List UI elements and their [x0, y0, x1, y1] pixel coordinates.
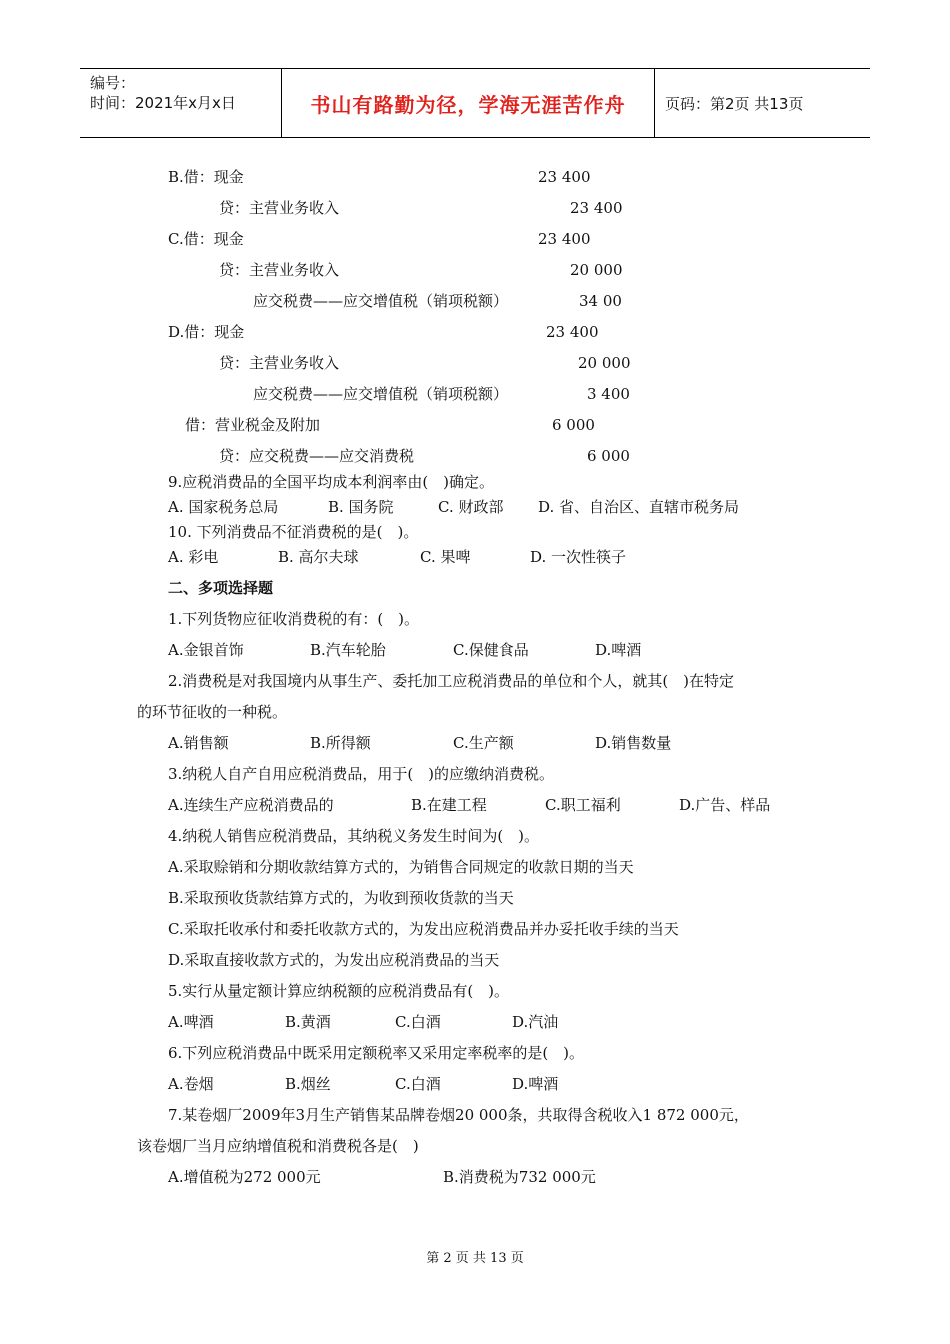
page-footer: 第 2 页 共 13 页 — [426, 1251, 524, 1266]
mq4-option-c: C.采取托收承付和委托收款方式的，为发出应税消费品并办妥托收手续的当天 — [168, 920, 679, 938]
entry-d-debit-amount: 23 400 — [546, 323, 599, 341]
entry-c-credit-revenue: 贷：主营业务收入 — [219, 261, 340, 279]
mq2-option-d: D.销售数量 — [595, 734, 672, 752]
mq2-option-b: B.所得额 — [310, 734, 371, 752]
q10-option-d: D. 一次性筷子 — [530, 548, 627, 566]
mq-6: 6.下列应税消费品中既采用定额税率又采用定率税率的是( )。 — [168, 1044, 585, 1062]
mq6-option-d: D.啤酒 — [512, 1075, 559, 1093]
q10-option-c: C. 果啤 — [420, 548, 471, 566]
mq2-option-c: C.生产额 — [453, 734, 514, 752]
mq5-option-c: C.白酒 — [395, 1013, 441, 1031]
mq1-option-a: A.金银首饰 — [168, 641, 244, 659]
q10-option-a: A. 彩电 — [168, 548, 219, 566]
entry-d-credit-vat-amount: 3 400 — [587, 385, 630, 403]
time-label: 时间：2021年x月x日 — [90, 94, 236, 112]
entry-b-debit: B.借：现金 — [168, 168, 244, 186]
mq-7-line1: 7.某卷烟厂2009年3月生产销售某品牌卷烟20 000条，共取得含税收入1 872 000元， — [168, 1106, 749, 1124]
question-9: 9.应税消费品的全国平均成本利润率由( )确定。 — [168, 473, 495, 491]
entry-c-credit-vat-amount: 34 00 — [579, 292, 622, 310]
mq6-option-b: B.烟丝 — [285, 1075, 331, 1093]
mq4-option-a: A.采取赊销和分期收款结算方式的，为销售合同规定的收款日期的当天 — [168, 858, 634, 876]
page-label: 页码：第2页 共13页 — [665, 94, 804, 113]
entry-d-credit-vat: 应交税费——应交增值税（销项税额） — [253, 385, 509, 403]
mq3-option-c: C.职工福利 — [545, 796, 621, 814]
mq4-option-b: B.采取预收货款结算方式的，为收到预收货款的当天 — [168, 889, 514, 907]
entry-b-credit: 贷：主营业务收入 — [219, 199, 340, 217]
mq5-option-a: A.啤酒 — [168, 1013, 214, 1031]
entry-d-credit-consumption: 贷：应交税费——应交消费税 — [219, 447, 415, 465]
entry-c-debit: C.借：现金 — [168, 230, 244, 248]
header-motto-cell — [282, 69, 655, 137]
mq-3: 3.纳税人自产自用应税消费品，用于( )的应缴纳消费税。 — [168, 765, 555, 783]
mq-4: 4.纳税人销售应税消费品，其纳税义务发生时间为( )。 — [168, 827, 540, 845]
entry-d-debit: D.借：现金 — [168, 323, 245, 341]
entry-b-debit-amount: 23 400 — [538, 168, 591, 186]
motto-text: 书山有路勤为径，学海无涯苦作舟 — [310, 92, 626, 117]
mq6-option-c: C.白酒 — [395, 1075, 441, 1093]
mq7-option-b: B.消费税为732 000元 — [443, 1168, 596, 1186]
entry-b-credit-amount: 23 400 — [570, 199, 623, 217]
page-header — [80, 68, 870, 138]
mq1-option-b: B.汽车轮胎 — [310, 641, 386, 659]
mq2-option-a: A.销售额 — [168, 734, 229, 752]
mq3-option-d: D.广告、样品 — [679, 796, 771, 814]
q9-option-a: A. 国家税务总局 — [168, 498, 279, 516]
mq-1: 1.下列货物应征收消费税的有：( )。 — [168, 610, 420, 628]
mq1-option-d: D.啤酒 — [595, 641, 642, 659]
q10-option-b: B. 高尔夫球 — [278, 548, 359, 566]
mq5-option-d: D.汽油 — [512, 1013, 559, 1031]
mq3-option-b: B.在建工程 — [411, 796, 487, 814]
mq6-option-a: A.卷烟 — [168, 1075, 214, 1093]
entry-c-credit-revenue-amount: 20 000 — [570, 261, 623, 279]
entry-d-debit-tax-amount: 6 000 — [552, 416, 595, 434]
mq3-option-a: A.连续生产应税消费品的 — [168, 796, 334, 814]
number-label: 编号： — [90, 74, 136, 92]
q9-option-c: C. 财政部 — [438, 498, 504, 516]
entry-d-credit-revenue-amount: 20 000 — [578, 354, 631, 372]
entry-d-credit-revenue: 贷：主营业务收入 — [219, 354, 340, 372]
mq-2-line1: 2.消费税是对我国境内从事生产、委托加工应税消费品的单位和个人，就其( )在特定 — [168, 672, 735, 690]
entry-c-credit-vat: 应交税费——应交增值税（销项税额） — [253, 292, 509, 310]
mq-5: 5.实行从量定额计算应纳税额的应税消费品有( )。 — [168, 982, 510, 1000]
section-title-multiple-choice: 二、多项选择题 — [168, 579, 274, 597]
q9-option-d: D. 省、自治区、直辖市税务局 — [538, 498, 740, 516]
mq1-option-c: C.保健食品 — [453, 641, 529, 659]
q9-option-b: B. 国务院 — [328, 498, 394, 516]
mq-7-line2: 该卷烟厂当月应纳增值税和消费税各是( ) — [137, 1137, 419, 1155]
mq-2-line2: 的环节征收的一种税。 — [137, 703, 288, 721]
mq4-option-d: D.采取直接收款方式的，为发出应税消费品的当天 — [168, 951, 500, 969]
entry-d-debit-tax: 借：营业税金及附加 — [185, 416, 321, 434]
header-page-cell — [655, 69, 870, 137]
question-10: 10. 下列消费品不征消费税的是( )。 — [168, 523, 419, 541]
entry-d-credit-consumption-amount: 6 000 — [587, 447, 630, 465]
header-info-cell — [80, 69, 282, 137]
mq5-option-b: B.黄酒 — [285, 1013, 331, 1031]
entry-c-debit-amount: 23 400 — [538, 230, 591, 248]
mq7-option-a: A.增值税为272 000元 — [168, 1168, 321, 1186]
